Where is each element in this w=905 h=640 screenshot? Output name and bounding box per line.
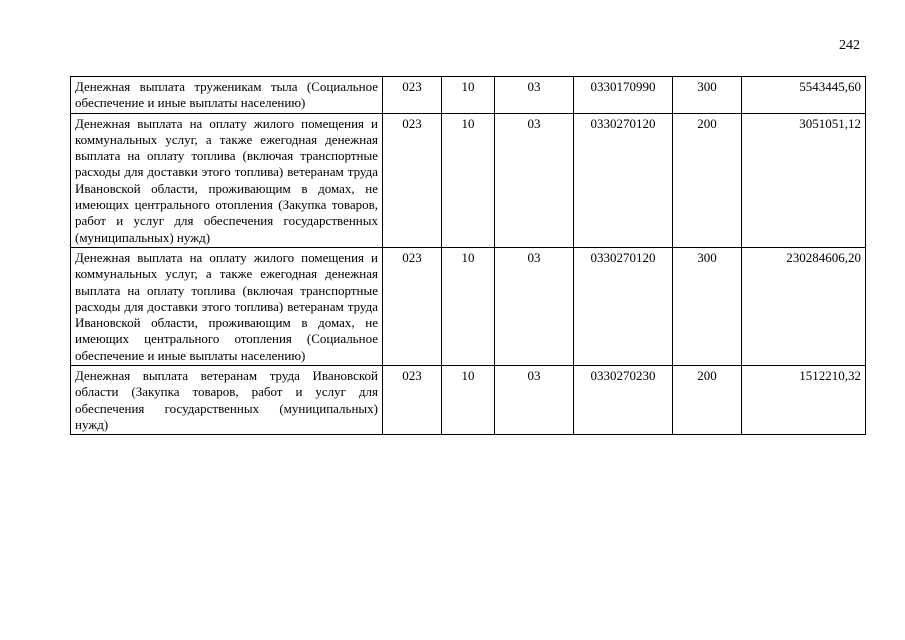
section-code: 10 [442, 113, 495, 247]
expense-type-code: 200 [673, 366, 742, 435]
budget-table [70, 76, 866, 435]
target-article-code: 0330270120 [574, 113, 673, 247]
row-description: Денежная выплата ветеранам труда Ивановской области (Закупка товаров, работ и услуг для обеспечения государственных (муниципальных) нужд) [71, 366, 383, 435]
amount: 230284606,20 [742, 247, 866, 365]
table-row [71, 366, 866, 435]
section-code: 10 [442, 77, 495, 114]
ministry-code: 023 [383, 77, 442, 114]
expense-type-code: 300 [673, 77, 742, 114]
row-description: Денежная выплата труженикам тыла (Социальное обеспечение и иные выплаты населению) [71, 77, 383, 114]
section-code: 10 [442, 366, 495, 435]
ministry-code: 023 [383, 113, 442, 247]
row-description: Денежная выплата на оплату жилого помещения и коммунальных услуг, а также ежегодная денежная выплата на оплату топлива (включая транспортные расходы для доставки этого топлива) ветеранам труда Ивановской области, проживающим в домах, не имеющих центрального отопления (Закупка товаров, работ и услуг для обеспечения государственных (муниципальных) нужд) [71, 113, 383, 247]
amount: 5543445,60 [742, 77, 866, 114]
table-row [71, 77, 866, 114]
subsection-code: 03 [495, 247, 574, 365]
amount: 1512210,32 [742, 366, 866, 435]
table-row [71, 113, 866, 247]
row-description: Денежная выплата на оплату жилого помещения и коммунальных услуг, а также ежегодная денежная выплата на оплату топлива (включая транспортные расходы для доставки этого топлива) ветеранам труда Ивановской области, проживающим в домах, не имеющих центрального отопления (Социальное обеспечение и иные выплаты населению) [71, 247, 383, 365]
target-article-code: 0330170990 [574, 77, 673, 114]
expense-type-code: 200 [673, 113, 742, 247]
subsection-code: 03 [495, 366, 574, 435]
expense-type-code: 300 [673, 247, 742, 365]
section-code: 10 [442, 247, 495, 365]
table-row [71, 247, 866, 365]
ministry-code: 023 [383, 247, 442, 365]
amount: 3051051,12 [742, 113, 866, 247]
subsection-code: 03 [495, 113, 574, 247]
subsection-code: 03 [495, 77, 574, 114]
page-number: 242 [839, 38, 860, 53]
target-article-code: 0330270120 [574, 247, 673, 365]
ministry-code: 023 [383, 366, 442, 435]
target-article-code: 0330270230 [574, 366, 673, 435]
